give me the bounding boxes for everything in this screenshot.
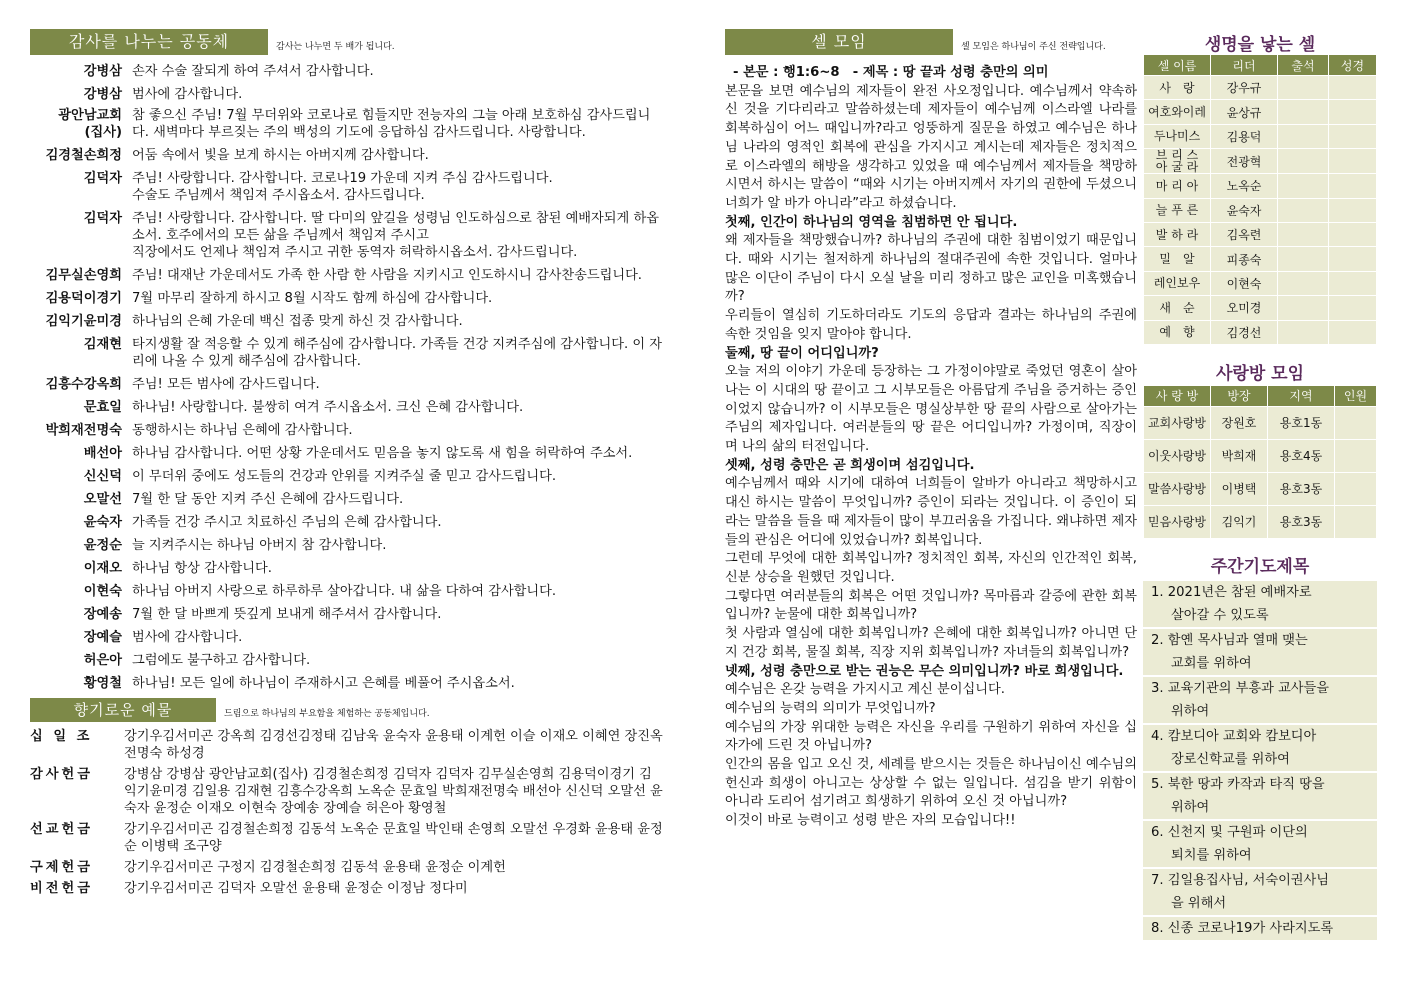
cell-attendance xyxy=(1278,296,1329,320)
thanks-row xyxy=(30,491,670,508)
cell-leader: 윤상규 xyxy=(1211,100,1278,124)
room-name: 이웃사랑방 xyxy=(1144,439,1211,472)
sermon-heading: 첫째, 인간이 하나님의 영역을 침범하면 안 됩니다. xyxy=(725,214,1018,230)
room-name: 말씀사랑방 xyxy=(1144,472,1211,505)
room-count xyxy=(1335,439,1377,472)
cell-name: 밀 알 xyxy=(1144,247,1211,271)
thanks-message: 어둠 속에서 빛을 보게 하시는 아버지께 감사합니다. xyxy=(132,148,429,163)
prayer-item xyxy=(1143,821,1377,869)
table-header-cell: 셀 이름 xyxy=(1144,55,1211,76)
offering-row xyxy=(30,880,670,897)
table-header-cell: 인원 xyxy=(1335,385,1377,406)
cell-name: 레인보우 xyxy=(1144,271,1211,295)
cell-attendance xyxy=(1278,320,1329,344)
thanks-name: 강병삼 xyxy=(83,87,122,102)
offering-names: 강기우김서미곤 강옥희 김경선김정태 김남욱 윤숙자 윤용태 이계헌 이슬 이재오 이혜연 장진옥 전명숙 하성경 xyxy=(124,729,663,761)
table-header-cell: 지역 xyxy=(1268,385,1335,406)
room-area: 용호4동 xyxy=(1268,439,1335,472)
room-row xyxy=(1144,439,1377,472)
cell-row xyxy=(1144,296,1377,320)
cell-leader: 피종숙 xyxy=(1211,247,1278,271)
thanks-row xyxy=(30,514,670,531)
cell-leader: 김경선 xyxy=(1211,320,1278,344)
thanks-row xyxy=(30,267,670,284)
room-head: 박희재 xyxy=(1211,439,1268,472)
thanks-subtitle: 감사는 나누면 두 배가 됩니다. xyxy=(276,42,395,52)
cell-leader: 노옥순 xyxy=(1211,174,1278,198)
sermon-body xyxy=(725,64,1137,831)
thanks-message: 범사에 감사합니다. xyxy=(132,630,243,645)
prayer-line1: 1. 2021년은 참된 예배자로 xyxy=(1151,584,1312,600)
thanks-name: 윤정순 xyxy=(83,538,122,553)
thanks-row xyxy=(30,560,670,577)
thanks-message: 7월 한 달 동안 지켜 주신 은혜에 감사드립니다. xyxy=(132,492,404,507)
thanks-message: 동행하시는 하나님 은혜에 감사합니다. xyxy=(132,423,353,438)
cell-bible xyxy=(1329,100,1377,124)
prayer-item xyxy=(1143,725,1377,773)
thanks-row xyxy=(30,107,670,141)
thanks-row xyxy=(30,376,670,393)
cell-row xyxy=(1144,198,1377,222)
rooms-table xyxy=(1143,385,1377,539)
thanks-message: 하나님 감사합니다. 어떤 상황 가운데서도 믿음을 놓지 않도록 새 힘을 허락하여 주소서. xyxy=(132,446,633,461)
sermon-paragraph: 왜 제자들을 책망했습니까? 하나님의 주권에 대한 침범이었기 때문입니다. 때와 시기는 철저하게 하나님의 절대주권에 속한 것입니다. 얼마나 많은 이단이 주님이 다시 오실 날을 미리 정하고 많은 교인을 미혹했습니까? xyxy=(725,233,1137,305)
offering-label: 선교헌금 xyxy=(30,822,93,837)
room-area: 용호1동 xyxy=(1268,406,1335,439)
sermon-heading: 넷째, 성령 충만으로 받는 권능은 무슨 의미입니까? 바로 희생입니다. xyxy=(725,663,1124,679)
thanks-name: 이현숙 xyxy=(83,584,122,599)
table-header-cell: 출석 xyxy=(1278,55,1329,76)
cell-header xyxy=(725,29,1137,55)
prayer-line2: 을 위해서 xyxy=(1171,895,1227,911)
thanks-name: 김덕자 xyxy=(83,171,122,186)
prayer-item xyxy=(1143,581,1377,629)
offering-title: 향기로운 예물 xyxy=(30,698,216,722)
sermon-paragraph: 우리들이 열심히 기도하더라도 기도의 응답과 결과는 하나님의 주권에 속한 것임을 잊지 말아야 합니다. xyxy=(725,308,1137,342)
thanks-name: 이재오 xyxy=(83,561,122,576)
cell-attendance xyxy=(1278,174,1329,198)
sermon-paragraph: 예수님의 능력의 의미가 무엇입니까? xyxy=(725,700,936,716)
cell-title: 셀 모임 xyxy=(725,29,953,55)
thanks-message: 이 무더위 중에도 성도들의 건강과 안위를 지켜주실 줄 믿고 감사드립니다. xyxy=(132,469,557,484)
cell-bible xyxy=(1329,271,1377,295)
thanks-message: 주님! 대재난 가운데서도 가족 한 사람 한 사람을 지키시고 인도하시니 감사찬송드립니다. xyxy=(132,268,643,283)
cells-table-header xyxy=(1144,55,1377,76)
thanks-row xyxy=(30,583,670,600)
thanks-name: 김흥수강옥희 xyxy=(45,377,122,392)
thanks-row xyxy=(30,147,670,164)
thanks-message: 하나님 아버지 사랑으로 하루하루 살아갑니다. 내 삶을 다하여 감사합니다. xyxy=(132,584,557,599)
cell-leader: 윤숙자 xyxy=(1211,198,1278,222)
cell-leader: 김용덕 xyxy=(1211,124,1278,148)
room-row xyxy=(1144,505,1377,538)
cell-row xyxy=(1144,320,1377,344)
thanks-name: 강병삼 xyxy=(83,64,122,79)
thanks-row xyxy=(30,210,670,261)
cell-bible xyxy=(1329,198,1377,222)
cell-row xyxy=(1144,271,1377,295)
prayer-item xyxy=(1143,629,1377,677)
cell-row xyxy=(1144,100,1377,124)
thanks-row xyxy=(30,606,670,623)
sermon-paragraph: 그렇다면 여러분들의 회복은 어떤 것입니까? 목마름과 갈증에 관한 회복입니까? 눈물에 대한 회복입니까? xyxy=(725,588,1137,623)
cell-leader: 전광혁 xyxy=(1211,149,1278,174)
thanks-name: 김익기윤미경 xyxy=(45,314,122,329)
thanks-name: 김경철손희정 xyxy=(45,148,122,163)
prayer-line2: 살아갈 수 있도록 xyxy=(1171,607,1269,623)
cell-bible xyxy=(1329,320,1377,344)
thanks-message: 주님! 사랑합니다. 감사합니다. 딸 다미의 앞길을 성령님 인도하심으로 참된 예배자되게 하옵소서. 호주에서의 모든 삶을 주님께서 책임져 주시고 직장에서도 언제나 책임져 주시고 귀한 동역자 허락하시옵소서. 감사드립니다. xyxy=(132,211,659,260)
thanks-message: 하나님! 모든 일에 하나님이 주재하시고 은혜를 베풀어 주시옵소서. xyxy=(132,676,515,691)
cell-leader: 이현숙 xyxy=(1211,271,1278,295)
thanks-message: 범사에 감사합니다. xyxy=(132,87,243,102)
sermon-text-title: - 본문 : 행1:6~8 - 제목 : 땅 끝과 성령 충만의 의미 xyxy=(733,65,1049,80)
sermon-heading: 둘째, 땅 끝이 어디입니까? xyxy=(725,345,879,361)
sermon-paragraph: 인간의 몸을 입고 오신 것, 세례를 받으시는 것들은 하나님이신 예수님의 헌신과 희생이 아니고는 상상할 수 없는 일입니다. 섬김을 받기 위함이 아니라 도리어 섬기려고 희생하기 위하여 오신 것 아닙니까? xyxy=(725,757,1137,810)
sermon-paragraph: 이것이 바로 능력이고 성령 받은 자의 모습입니다!! xyxy=(725,813,1016,829)
thanks-name: 김무실손영희 xyxy=(45,268,122,283)
prayer-line2: 위하여 xyxy=(1171,799,1210,815)
thanks-message: 하나님 항상 감사합니다. xyxy=(132,561,272,576)
prayer-item xyxy=(1143,773,1377,821)
room-name: 교회사랑방 xyxy=(1144,406,1211,439)
cell-bible xyxy=(1329,124,1377,148)
thanks-message: 하나님! 사랑합니다. 불쌍히 여겨 주시옵소서. 크신 은혜 감사합니다. xyxy=(132,400,524,415)
thanks-row xyxy=(30,86,670,103)
table-header-cell: 리더 xyxy=(1211,55,1278,76)
room-count xyxy=(1335,505,1377,538)
thanks-row xyxy=(30,629,670,646)
thanks-row xyxy=(30,336,670,370)
cell-row xyxy=(1144,222,1377,246)
cell-name: 두나미스 xyxy=(1144,124,1211,148)
room-count xyxy=(1335,472,1377,505)
table-header-cell: 성경 xyxy=(1329,55,1377,76)
prayer-line2: 퇴치를 위하여 xyxy=(1171,847,1252,863)
cell-row xyxy=(1144,149,1377,174)
cell-name: 새 순 xyxy=(1144,296,1211,320)
thanks-message: 늘 지켜주시는 하나님 아버지 참 감사합니다. xyxy=(132,538,387,553)
thanks-row xyxy=(30,422,670,439)
sermon-paragraph: 첫 사람과 열심에 대한 회복입니까? 은혜에 대한 회복입니까? 아니면 단지 건강 회복, 물질 회복, 직장 지위 회복입니까? 자녀들의 회복입니까? xyxy=(725,626,1137,660)
thanks-name: 장예슬 xyxy=(83,630,122,645)
thanks-row xyxy=(30,675,670,692)
cell-attendance xyxy=(1278,100,1329,124)
cell-attendance xyxy=(1278,198,1329,222)
prayer-item xyxy=(1143,869,1377,917)
cell-bible xyxy=(1329,222,1377,246)
prayer-line1: 5. 북한 땅과 카작과 타직 땅을 xyxy=(1151,776,1325,792)
sermon-paragraph: 예수님은 온갖 능력을 가지시고 계신 분이십니다. xyxy=(725,682,1005,698)
thanks-message: 7월 한 달 바쁘게 뜻깊게 보내게 해주셔서 감사합니다. xyxy=(132,607,442,622)
thanks-name: 배선아 xyxy=(83,446,122,461)
sermon-paragraphs xyxy=(725,83,1137,831)
offering-label: 구제헌금 xyxy=(30,860,93,875)
sermon-heading: 셋째, 성령 충만은 곧 희생이며 섬김입니다. xyxy=(725,457,975,473)
left-column xyxy=(30,0,670,901)
cell-row xyxy=(1144,76,1377,100)
thanks-name: 광안남교회 (집사) xyxy=(58,108,122,140)
thanks-message: 손자 수술 잘되게 하여 주셔서 감사합니다. xyxy=(132,64,374,79)
offering-subtitle: 드림으로 하나님의 부요함을 체험하는 공동체입니다. xyxy=(224,709,430,719)
cell-attendance xyxy=(1278,222,1329,246)
cell-attendance xyxy=(1278,76,1329,100)
cell-leader: 오미경 xyxy=(1211,296,1278,320)
offering-row xyxy=(30,821,670,855)
cell-bible xyxy=(1329,76,1377,100)
thanks-row xyxy=(30,313,670,330)
cell-bible xyxy=(1329,296,1377,320)
table-header-cell: 사 랑 방 xyxy=(1144,385,1211,406)
offering-label: 비전헌금 xyxy=(30,881,93,896)
offering-names: 강기우김서미곤 구정지 김경철손희정 김동석 윤용태 윤정순 이계헌 xyxy=(124,860,506,875)
thanks-name: 장예송 xyxy=(83,607,122,622)
rooms-title: 사랑방 모임 xyxy=(1215,363,1305,384)
thanks-name: 오말선 xyxy=(83,492,122,507)
thanks-message: 주님! 모든 범사에 감사드립니다. xyxy=(132,377,320,392)
cell-name: 예 향 xyxy=(1144,320,1211,344)
prayer-title: 주간기도제목 xyxy=(1210,556,1310,577)
prayer-line1: 3. 교육기관의 부흥과 교사들을 xyxy=(1151,680,1330,696)
right-column xyxy=(1143,0,1377,942)
room-area: 용호3동 xyxy=(1268,472,1335,505)
cell-name: 브 리 스 아 굴 라 xyxy=(1144,149,1211,174)
thanks-list xyxy=(30,63,670,692)
thanks-name: 박희재전명숙 xyxy=(45,423,122,438)
thanks-message: 7월 마무리 잘하게 하시고 8월 시작도 함께 하심에 감사합니다. xyxy=(132,291,493,306)
offering-label: 감사헌금 xyxy=(30,767,93,782)
thanks-row xyxy=(30,170,670,204)
thanks-row xyxy=(30,468,670,485)
cell-name: 발 하 라 xyxy=(1144,222,1211,246)
cell-leader: 김옥련 xyxy=(1211,222,1278,246)
sermon-paragraph: 본문을 보면 예수님의 제자들이 완전 사오정입니다. 예수님께서 약속하신 것을 기다리라고 말씀하셨는데 제자들이 예수님께 이스라엘 나라를 회복하심이 어느 때입니까?라고 엉뚱하게 질문을 하였고 예수님은 하나님 나라의 영적인 회복에 관심을 가지시고 계시는데 제자들은 정치적으로 이스라엘의 해방을 생각하고 있었을 때 예수님께서 제자들을 책망하시면서 하시는 말씀이 “때와 시기는 아버지께서 자기의 권한에 두셨으니 너희가 알 바가 아니라”라고 하셨습니다. xyxy=(725,83,1137,211)
cells-title: 생명을 낳는 셀 xyxy=(1204,35,1316,55)
thanks-name: 김재현 xyxy=(83,337,122,352)
table-header-cell: 방장 xyxy=(1211,385,1268,406)
cell-name: 늘 푸 른 xyxy=(1144,198,1211,222)
thanks-row xyxy=(30,290,670,307)
offering-names: 강기우김서미곤 김덕자 오말선 윤용태 윤정순 이정남 정다미 xyxy=(124,881,468,896)
cell-attendance xyxy=(1278,247,1329,271)
prayer-line2: 교회를 위하여 xyxy=(1171,655,1252,671)
rooms-table-header xyxy=(1144,385,1377,406)
thanks-name: 문효일 xyxy=(83,400,122,415)
offering-names: 강병삼 강병삼 광안남교회(집사) 김경철손희정 김덕자 김덕자 김무실손영희 김용덕이경기 김익기윤미경 김일용 김재현 김흥수강옥희 노옥순 문효일 박희재전명숙 배선아 신신덕 오말선 윤숙자 윤정순 이재오 이현숙 장예송 장예슬 허은아 황영철 xyxy=(124,767,663,816)
cell-name: 마 리 아 xyxy=(1144,174,1211,198)
cell-name: 여호와이레 xyxy=(1144,100,1211,124)
cell-bible xyxy=(1329,174,1377,198)
cell-row xyxy=(1144,174,1377,198)
prayer-line2: 위하여 xyxy=(1171,703,1210,719)
room-head: 장원호 xyxy=(1211,406,1268,439)
thanks-message: 그럼에도 불구하고 감사합니다. xyxy=(132,653,311,668)
sermon-paragraph: 오늘 저의 이야기 가운데 등장하는 그 가정이야말로 죽었던 영혼이 살아나는 이 시대의 땅 끝이고 그 시부모들은 아름답게 주님을 증거하는 증인이었지 않습니까? 이 시부모들은 명실상부한 땅 끝의 사람으로 살아가는 주님의 제자입니다. 여러분들의 땅 끝은 어디입니까? 가정이며, 직장이며 나의 삶의 터전입니다. xyxy=(725,364,1137,455)
thanks-message: 타지생활 잘 적응할 수 있게 해주심에 감사합니다. 가족들 건강 지켜주심에 감사합니다. 이 자리에 나올 수 있게 해주심에 감사합니다. xyxy=(132,337,663,369)
cell-attendance xyxy=(1278,149,1329,174)
cell-bible xyxy=(1329,247,1377,271)
thanks-message: 하나님의 은혜 가운데 백신 접종 맞게 하신 것 감사합니다. xyxy=(132,314,463,329)
prayer-list xyxy=(1143,581,1377,942)
thanks-row xyxy=(30,399,670,416)
room-name: 믿음사랑방 xyxy=(1144,505,1211,538)
thanks-row xyxy=(30,537,670,554)
thanks-name: 황영철 xyxy=(83,676,122,691)
cell-bible xyxy=(1329,149,1377,174)
thanks-name: 허은아 xyxy=(83,653,122,668)
cell-column xyxy=(725,0,1137,831)
thanks-row xyxy=(30,63,670,80)
room-row xyxy=(1144,472,1377,505)
cell-subtitle: 셀 모임은 하나님이 주신 전략입니다. xyxy=(961,42,1106,52)
prayer-line1: 8. 신종 코로나19가 사라지도록 xyxy=(1151,920,1334,936)
offering-list xyxy=(30,728,670,897)
thanks-row xyxy=(30,445,670,462)
thanks-name: 김용덕이경기 xyxy=(45,291,122,306)
thanks-title: 감사를 나누는 공동체 xyxy=(30,29,268,55)
offering-names: 강기우김서미곤 김경철손희정 김동석 노옥순 문효일 박인태 손영희 오말선 우경화 윤용태 윤정순 이병택 조구양 xyxy=(124,822,663,854)
offering-header xyxy=(30,698,670,722)
thanks-header xyxy=(30,29,670,55)
offering-row xyxy=(30,766,670,817)
cells-table xyxy=(1143,54,1377,345)
room-head: 이병택 xyxy=(1211,472,1268,505)
thanks-row xyxy=(30,652,670,669)
thanks-message: 가족들 건강 주시고 치료하신 주님의 은혜 감사합니다. xyxy=(132,515,442,530)
offering-row xyxy=(30,859,670,876)
cell-leader: 강우규 xyxy=(1211,76,1278,100)
prayer-line1: 2. 함옌 목사님과 열매 맺는 xyxy=(1151,632,1308,648)
thanks-message: 참 좋으신 주님! 7월 무더위와 코로나로 힘들지만 전능자의 그늘 아래 보호하심 감사드립니다. 새벽마다 부르짖는 주의 백성의 기도에 응답하심 감사드립니다. 사랑합니다. xyxy=(132,108,651,140)
cell-name: 사 랑 xyxy=(1144,76,1211,100)
cell-attendance xyxy=(1278,271,1329,295)
sermon-paragraph: 그런데 무엇에 대한 회복입니까? 정치적인 회복, 자신의 인간적인 회복, 신분 상승을 원했던 것입니다. xyxy=(725,551,1137,585)
prayer-item xyxy=(1143,677,1377,725)
sermon-paragraph: 예수님의 가장 위대한 능력은 자신을 우리를 구원하기 위하여 자신을 십자가에 드린 것 아닙니까? xyxy=(725,719,1137,754)
prayer-line2: 장로신학교를 위하여 xyxy=(1171,751,1290,767)
prayer-line1: 7. 김일용집사님, 서숙이권사님 xyxy=(1151,872,1330,888)
thanks-name: 김덕자 xyxy=(83,211,122,226)
offering-row xyxy=(30,728,670,762)
cell-row xyxy=(1144,124,1377,148)
cell-attendance xyxy=(1278,124,1329,148)
sermon-paragraph: 예수님께서 때와 시기에 대하여 너희들이 알바가 아니라고 책망하시고 대신 하시는 말씀이 무엇입니까? 증인이 되라는 것입니다. 이 증인이 되라는 말씀을 들을 때 제자들이 많이 부끄러움을 가집니다. 왜냐하면 제자들의 관심은 어디에 있었습니까? 회복입니다. xyxy=(725,476,1137,548)
thanks-name: 신신덕 xyxy=(83,469,122,484)
offering-label: 십 일 조 xyxy=(30,729,93,744)
thanks-name: 윤숙자 xyxy=(83,515,122,530)
room-head: 김익기 xyxy=(1211,505,1268,538)
room-row xyxy=(1144,406,1377,439)
room-area: 용호3동 xyxy=(1268,505,1335,538)
room-count xyxy=(1335,406,1377,439)
prayer-line1: 6. 신천지 및 구원파 이단의 xyxy=(1151,824,1308,840)
cell-row xyxy=(1144,247,1377,271)
thanks-message: 주님! 사랑합니다. 감사합니다. 코로나19 가운데 지켜 주심 감사드립니다. 수술도 주님께서 책임져 주시옵소서. 감사드립니다. xyxy=(132,171,553,203)
prayer-item xyxy=(1143,917,1377,942)
prayer-line1: 4. 캄보디아 교회와 캄보디아 xyxy=(1151,728,1317,744)
